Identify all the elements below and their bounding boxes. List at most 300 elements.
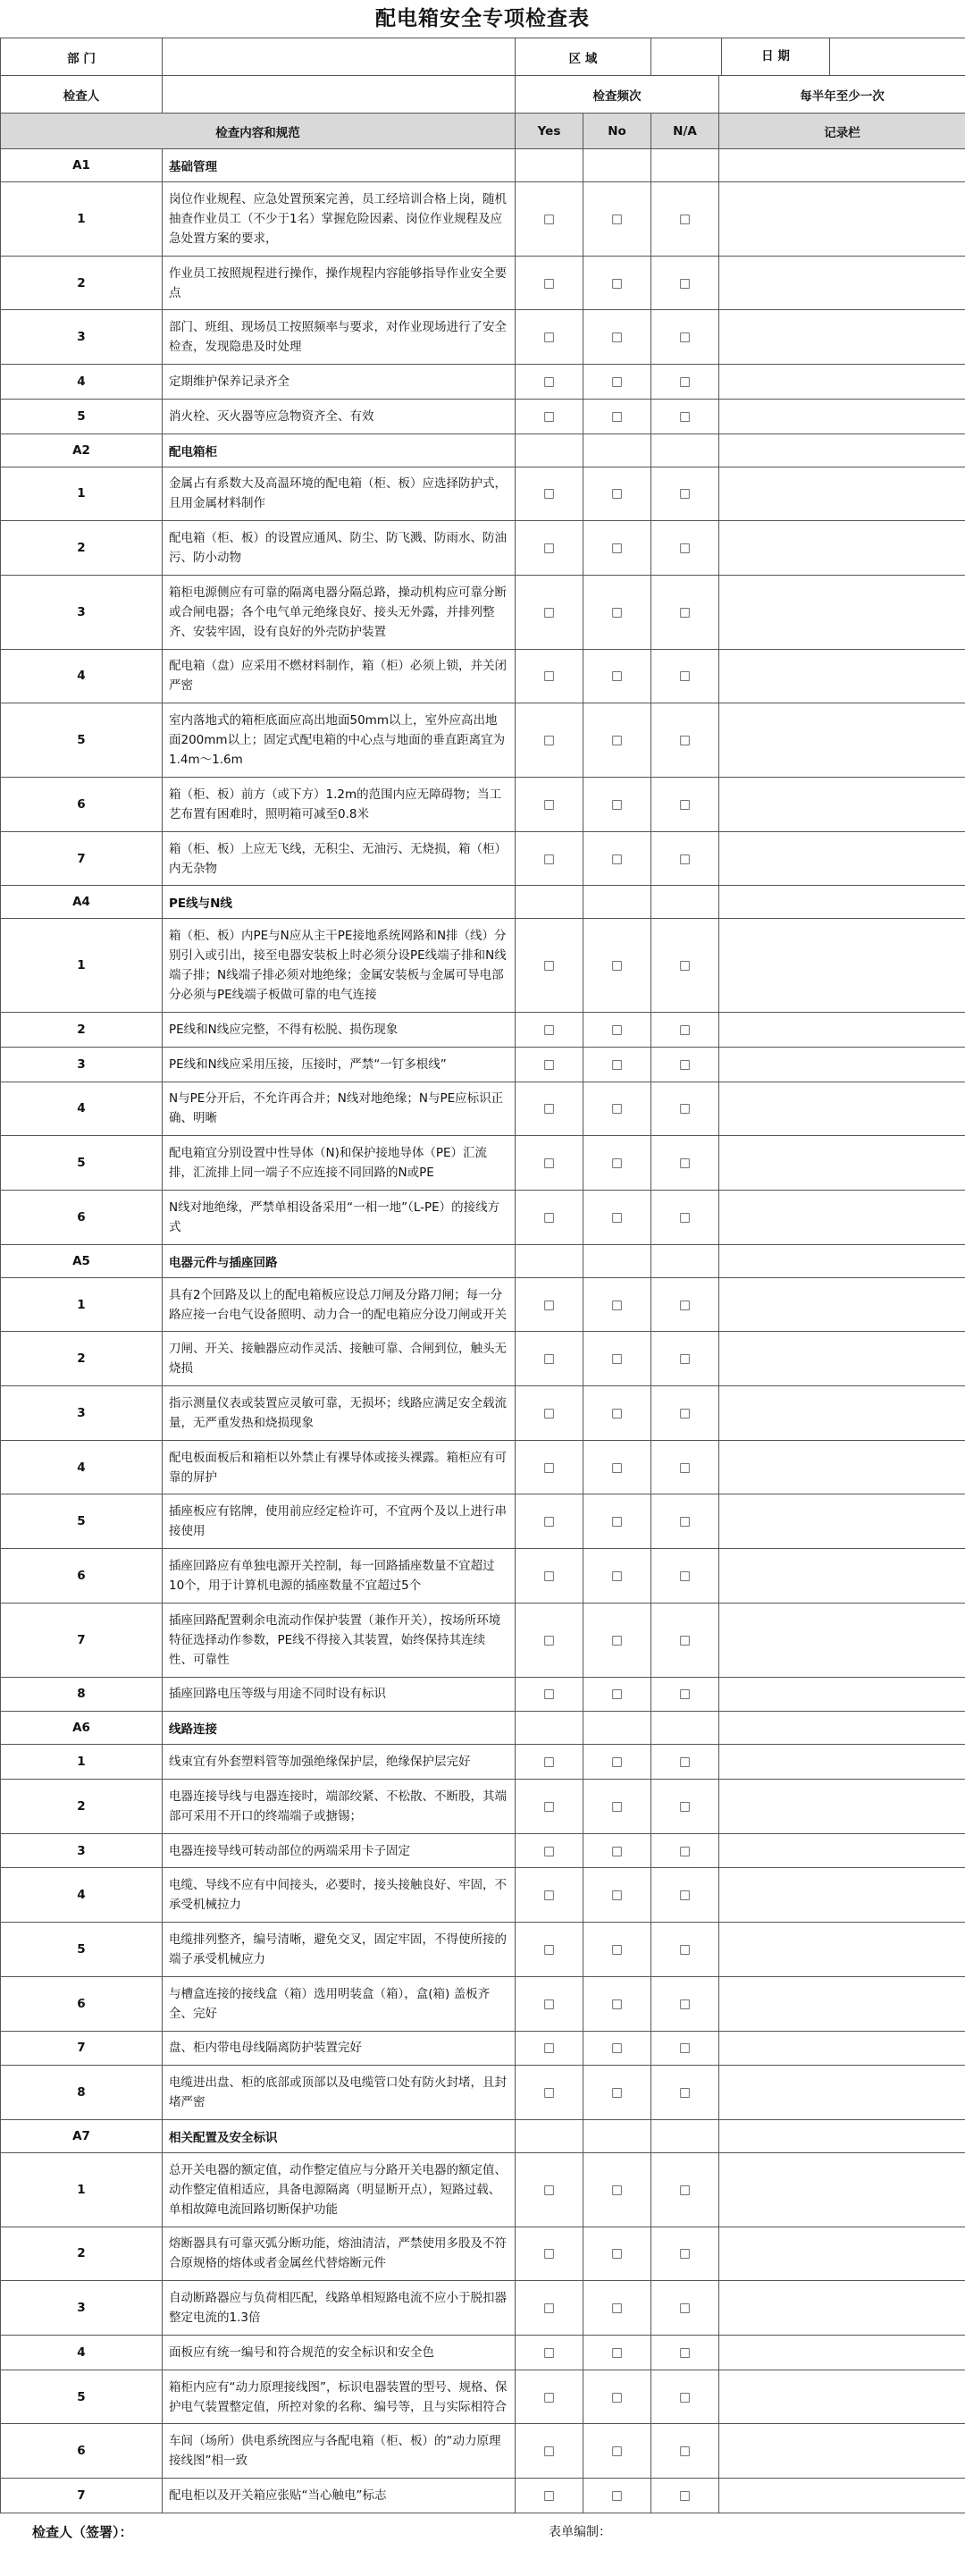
- item-text: 箱（柜、板）上应无飞线，无积尘、无油污、无烧损，箱（柜）内无杂物: [163, 831, 516, 886]
- checkbox-yes[interactable]: □: [516, 365, 583, 400]
- section-blank-cell: [516, 149, 583, 182]
- remark-input[interactable]: [719, 2370, 965, 2424]
- remark-input[interactable]: [719, 831, 965, 886]
- item-text: 刀闸、开关、接触器应动作灵活、接触可靠、合闸到位，触头无烧损: [163, 1332, 516, 1386]
- item-number: 8: [1, 1677, 163, 1712]
- checkbox-no[interactable]: □: [583, 2152, 651, 2227]
- section-code: A5: [1, 1244, 163, 1277]
- item-number: 5: [1, 1923, 163, 1977]
- checkbox-yes[interactable]: □: [516, 919, 583, 1013]
- section-row: [1, 2119, 965, 2152]
- item-row: [1, 1833, 965, 1868]
- checkbox-no[interactable]: □: [583, 1603, 651, 1677]
- section-blank-cell: [651, 1244, 719, 1277]
- section-blank-cell: [516, 886, 583, 919]
- checkbox-yes[interactable]: □: [516, 703, 583, 778]
- section-remark-cell: [719, 1712, 965, 1745]
- item-number: 7: [1, 2479, 163, 2513]
- checkbox-na[interactable]: □: [651, 1332, 719, 1386]
- checkbox-no[interactable]: □: [583, 1440, 651, 1494]
- checkbox-no[interactable]: □: [583, 2066, 651, 2120]
- remark-input[interactable]: [719, 1047, 965, 1082]
- item-row: [1, 1976, 965, 2031]
- item-row: [1, 2424, 965, 2479]
- col-yes: Yes: [516, 114, 583, 149]
- item-text: 配电箱（柜、板）的设置应通风、防尘、防飞溅、防雨水、防油污、防小动物: [163, 521, 516, 576]
- item-row: [1, 1332, 965, 1386]
- item-row: [1, 182, 965, 257]
- item-text: 配电箱宜分别设置中性导体（N)和保护接地导体（PE）汇流排，汇流排上同一端子不应连接不同回路的N或PE: [163, 1136, 516, 1191]
- checkbox-no[interactable]: □: [583, 1833, 651, 1868]
- freq-value: 每半年至少一次: [719, 76, 965, 114]
- section-blank-cell: [516, 1244, 583, 1277]
- remark-input[interactable]: [719, 1082, 965, 1136]
- item-text: 配电柜以及开关箱应张贴“当心触电”标志: [163, 2479, 516, 2513]
- item-row: [1, 703, 965, 778]
- section-blank-cell: [583, 2119, 651, 2152]
- checkbox-no[interactable]: □: [583, 1277, 651, 1332]
- checkbox-na[interactable]: □: [651, 831, 719, 886]
- item-number: 1: [1, 467, 163, 521]
- checkbox-na[interactable]: □: [651, 1976, 719, 2031]
- checkbox-yes[interactable]: □: [516, 1549, 583, 1604]
- section-remark-cell: [719, 434, 965, 467]
- section-blank-cell: [516, 1712, 583, 1745]
- section-row: [1, 1712, 965, 1745]
- item-row: [1, 919, 965, 1013]
- checkbox-yes[interactable]: □: [516, 2370, 583, 2424]
- remark-input[interactable]: [719, 521, 965, 576]
- checkbox-na[interactable]: □: [651, 1013, 719, 1048]
- item-number: 1: [1, 1277, 163, 1332]
- checkbox-no[interactable]: □: [583, 1745, 651, 1780]
- checkbox-na[interactable]: □: [651, 2066, 719, 2120]
- item-text: 电器连接导线与电器连接时，端部绞紧、不松散、不断股，其端部可采用不开口的终端端子或搪锡；: [163, 1779, 516, 1833]
- col-remark: 记录栏: [719, 114, 965, 149]
- section-row: [1, 149, 965, 182]
- item-number: 5: [1, 703, 163, 778]
- checkbox-no[interactable]: □: [583, 1047, 651, 1082]
- signer-label: 检查人（签署）：: [32, 2524, 133, 2540]
- remark-input[interactable]: [719, 1386, 965, 1441]
- checkbox-na[interactable]: □: [651, 1549, 719, 1604]
- dept-input[interactable]: [163, 38, 516, 76]
- checkbox-na[interactable]: □: [651, 1923, 719, 1977]
- checkbox-no[interactable]: □: [583, 365, 651, 400]
- checkbox-yes[interactable]: □: [516, 1677, 583, 1712]
- item-row: [1, 521, 965, 576]
- section-title: PE线与N线: [163, 886, 516, 919]
- item-row: [1, 1677, 965, 1712]
- checkbox-na[interactable]: □: [651, 2370, 719, 2424]
- checkbox-yes[interactable]: □: [516, 1833, 583, 1868]
- checkbox-na[interactable]: □: [651, 1868, 719, 1923]
- item-row: [1, 575, 965, 649]
- remark-input[interactable]: [719, 2281, 965, 2336]
- remark-input[interactable]: [719, 2424, 965, 2479]
- checkbox-yes[interactable]: □: [516, 2479, 583, 2513]
- item-number: 3: [1, 2281, 163, 2336]
- item-number: 1: [1, 2152, 163, 2227]
- checkbox-na[interactable]: □: [651, 1494, 719, 1549]
- checkbox-na[interactable]: □: [651, 467, 719, 521]
- checkbox-na[interactable]: □: [651, 521, 719, 576]
- item-row: [1, 467, 965, 521]
- checkbox-no[interactable]: □: [583, 467, 651, 521]
- item-number: 7: [1, 2031, 163, 2066]
- checkbox-no[interactable]: □: [583, 310, 651, 365]
- remark-input[interactable]: [719, 1603, 965, 1677]
- checkbox-na[interactable]: □: [651, 256, 719, 310]
- item-number: 1: [1, 182, 163, 257]
- remark-input[interactable]: [719, 182, 965, 257]
- item-number: 5: [1, 2370, 163, 2424]
- checkbox-no[interactable]: □: [583, 521, 651, 576]
- remark-input[interactable]: [719, 2336, 965, 2370]
- checkbox-na[interactable]: □: [651, 1677, 719, 1712]
- item-row: [1, 649, 965, 703]
- item-text: 与槽盒连接的接线盒（箱）选用明装盒（箱），盒(箱) 盖板齐全、完好: [163, 1976, 516, 2031]
- checkbox-na[interactable]: □: [651, 2227, 719, 2281]
- checkbox-na[interactable]: □: [651, 703, 719, 778]
- item-number: 4: [1, 2336, 163, 2370]
- item-text: 定期维护保养记录齐全: [163, 365, 516, 400]
- remark-input[interactable]: [719, 1013, 965, 1048]
- checkbox-no[interactable]: □: [583, 649, 651, 703]
- checkbox-no[interactable]: □: [583, 2424, 651, 2479]
- section-row: [1, 886, 965, 919]
- checkbox-na[interactable]: □: [651, 575, 719, 649]
- item-row: [1, 1549, 965, 1604]
- item-number: 4: [1, 1082, 163, 1136]
- item-number: 3: [1, 310, 163, 365]
- checkbox-yes[interactable]: □: [516, 2424, 583, 2479]
- checkbox-no[interactable]: □: [583, 399, 651, 434]
- remark-input[interactable]: [719, 2031, 965, 2066]
- checkbox-na[interactable]: □: [651, 1277, 719, 1332]
- item-text: 室内落地式的箱柜底面应高出地面50mm以上，室外应高出地面200mm以上；固定式配电箱的中心点与地面的垂直距离宜为1.4m～1.6m: [163, 703, 516, 778]
- item-text: 箱柜电源侧应有可靠的隔离电器分隔总路，操动机构应可靠分断或合闸电器；各个电气单元绝缘良好、接头无外露，并排列整齐、安装牢固，设有良好的外壳防护装置: [163, 575, 516, 649]
- checkbox-yes[interactable]: □: [516, 2066, 583, 2120]
- remark-input[interactable]: [719, 1494, 965, 1549]
- item-row: [1, 2479, 965, 2513]
- checkbox-yes[interactable]: □: [516, 1013, 583, 1048]
- checkbox-no[interactable]: □: [583, 831, 651, 886]
- checkbox-yes[interactable]: □: [516, 778, 583, 832]
- checkbox-yes[interactable]: □: [516, 1923, 583, 1977]
- checkbox-na[interactable]: □: [651, 1047, 719, 1082]
- date-input[interactable]: [830, 38, 965, 75]
- remark-input[interactable]: [719, 1868, 965, 1923]
- checkbox-no[interactable]: □: [583, 1136, 651, 1191]
- checkbox-yes[interactable]: □: [516, 1332, 583, 1386]
- item-number: 2: [1, 2227, 163, 2281]
- section-blank-cell: [583, 886, 651, 919]
- item-number: 3: [1, 1047, 163, 1082]
- item-number: 7: [1, 1603, 163, 1677]
- item-text: 电缆、导线不应有中间接头，必要时，接头接触良好、牢固，不承受机械拉力: [163, 1868, 516, 1923]
- item-row: [1, 1386, 965, 1441]
- checkbox-na[interactable]: □: [651, 1833, 719, 1868]
- remark-input[interactable]: [719, 1332, 965, 1386]
- date-label: 日 期: [722, 38, 830, 75]
- col-na: N/A: [651, 114, 719, 149]
- remark-input[interactable]: [719, 2152, 965, 2227]
- inspector-input[interactable]: [163, 76, 516, 114]
- item-text: 配电板面板后和箱柜以外禁止有裸导体或接头裸露。箱柜应有可靠的屏护: [163, 1440, 516, 1494]
- item-row: [1, 1013, 965, 1048]
- remark-input[interactable]: [719, 310, 965, 365]
- checkbox-na[interactable]: □: [651, 649, 719, 703]
- checkbox-no[interactable]: □: [583, 1868, 651, 1923]
- item-text: PE线和N线应完整，不得有松脱、损伤现象: [163, 1013, 516, 1048]
- checkbox-yes[interactable]: □: [516, 1868, 583, 1923]
- checkbox-yes[interactable]: □: [516, 1494, 583, 1549]
- checkbox-no[interactable]: □: [583, 2227, 651, 2281]
- checkbox-na[interactable]: □: [651, 2336, 719, 2370]
- item-row: [1, 2227, 965, 2281]
- checkbox-no[interactable]: □: [583, 1082, 651, 1136]
- checkbox-yes[interactable]: □: [516, 1082, 583, 1136]
- checkbox-no[interactable]: □: [583, 1386, 651, 1441]
- item-row: [1, 1923, 965, 1977]
- checkbox-na[interactable]: □: [651, 2424, 719, 2479]
- checkbox-yes[interactable]: □: [516, 521, 583, 576]
- item-number: 4: [1, 649, 163, 703]
- section-title: 相关配置及安全标识: [163, 2119, 516, 2152]
- checkbox-na[interactable]: □: [651, 310, 719, 365]
- item-text: N与PE分开后，不允许再合并；N线对地绝缘；N与PE应标识正确、明晰: [163, 1082, 516, 1136]
- checkbox-yes[interactable]: □: [516, 2227, 583, 2281]
- checkbox-na[interactable]: □: [651, 1603, 719, 1677]
- remark-input[interactable]: [719, 365, 965, 400]
- checkbox-no[interactable]: □: [583, 1549, 651, 1604]
- remark-input[interactable]: [719, 575, 965, 649]
- remark-input[interactable]: [719, 1745, 965, 1780]
- section-title: 基础管理: [163, 149, 516, 182]
- checkbox-yes[interactable]: □: [516, 831, 583, 886]
- checkbox-yes[interactable]: □: [516, 1976, 583, 2031]
- remark-input[interactable]: [719, 1549, 965, 1604]
- item-number: 1: [1, 919, 163, 1013]
- checkbox-no[interactable]: □: [583, 1976, 651, 2031]
- section-row: [1, 434, 965, 467]
- item-row: [1, 1868, 965, 1923]
- item-number: 5: [1, 1494, 163, 1549]
- remark-input[interactable]: [719, 1833, 965, 1868]
- item-number: 3: [1, 1833, 163, 1868]
- item-row: [1, 2152, 965, 2227]
- checkbox-yes[interactable]: □: [516, 1277, 583, 1332]
- section-remark-cell: [719, 1244, 965, 1277]
- checkbox-no[interactable]: □: [583, 2031, 651, 2066]
- checkbox-no[interactable]: □: [583, 919, 651, 1013]
- item-number: 5: [1, 1136, 163, 1191]
- header-row-1: [1, 38, 965, 76]
- checklist-table: [0, 38, 965, 2513]
- checkbox-na[interactable]: □: [651, 1440, 719, 1494]
- remark-input[interactable]: [719, 2227, 965, 2281]
- checkbox-yes[interactable]: □: [516, 1745, 583, 1780]
- checkbox-no[interactable]: □: [583, 778, 651, 832]
- checkbox-no[interactable]: □: [583, 2479, 651, 2513]
- checkbox-yes[interactable]: □: [516, 1386, 583, 1441]
- checkbox-na[interactable]: □: [651, 2281, 719, 2336]
- checkbox-na[interactable]: □: [651, 1190, 719, 1244]
- checkbox-yes[interactable]: □: [516, 399, 583, 434]
- checkbox-na[interactable]: □: [651, 2479, 719, 2513]
- item-number: 6: [1, 2424, 163, 2479]
- checkbox-na[interactable]: □: [651, 399, 719, 434]
- checkbox-yes[interactable]: □: [516, 182, 583, 257]
- checkbox-yes[interactable]: □: [516, 649, 583, 703]
- checkbox-no[interactable]: □: [583, 2370, 651, 2424]
- col-no: No: [583, 114, 651, 149]
- checkbox-yes[interactable]: □: [516, 1779, 583, 1833]
- section-blank-cell: [651, 886, 719, 919]
- item-row: [1, 1277, 965, 1332]
- item-number: 2: [1, 256, 163, 310]
- section-blank-cell: [583, 1712, 651, 1745]
- item-row: [1, 365, 965, 400]
- item-text: 箱柜内应有“动力原理接线图”，标识电器装置的型号、规格、保护电气装置整定值，所控对象的名称、编号等，且与实际相符合: [163, 2370, 516, 2424]
- item-number: 4: [1, 1440, 163, 1494]
- section-remark-cell: [719, 886, 965, 919]
- item-number: 3: [1, 575, 163, 649]
- checkbox-yes[interactable]: □: [516, 1047, 583, 1082]
- item-text: 消火栓、灭火器等应急物资齐全、有效: [163, 399, 516, 434]
- section-title: 配电箱柜: [163, 434, 516, 467]
- remark-input[interactable]: [719, 1923, 965, 1977]
- column-header-row: [1, 114, 965, 149]
- remark-input[interactable]: [719, 399, 965, 434]
- checkbox-no[interactable]: □: [583, 703, 651, 778]
- checkbox-no[interactable]: □: [583, 575, 651, 649]
- remark-input[interactable]: [719, 1779, 965, 1833]
- checkbox-na[interactable]: □: [651, 2031, 719, 2066]
- dept-label: 部 门: [1, 38, 163, 76]
- remark-input[interactable]: [719, 467, 965, 521]
- checkbox-no[interactable]: □: [583, 1923, 651, 1977]
- remark-input[interactable]: [719, 1277, 965, 1332]
- item-row: [1, 1136, 965, 1191]
- checkbox-yes[interactable]: □: [516, 1190, 583, 1244]
- item-number: 2: [1, 1779, 163, 1833]
- section-blank-cell: [516, 2119, 583, 2152]
- remark-input[interactable]: [719, 1440, 965, 1494]
- item-row: [1, 831, 965, 886]
- checkbox-yes[interactable]: □: [516, 1136, 583, 1191]
- remark-input[interactable]: [719, 2479, 965, 2513]
- header-row-2: [1, 76, 965, 114]
- remark-input[interactable]: [719, 703, 965, 778]
- area-input[interactable]: [651, 38, 722, 75]
- checkbox-no[interactable]: □: [583, 256, 651, 310]
- checkbox-no[interactable]: □: [583, 1013, 651, 1048]
- remark-input[interactable]: [719, 1190, 965, 1244]
- checkbox-no[interactable]: □: [583, 1332, 651, 1386]
- checkbox-no[interactable]: □: [583, 1494, 651, 1549]
- item-row: [1, 310, 965, 365]
- item-text: 岗位作业规程、应急处置预案完善，员工经培训合格上岗，随机抽查作业员工（不少于1名）掌握危险因素、岗位作业规程及应急处置方案的要求，: [163, 182, 516, 257]
- checkbox-yes[interactable]: □: [516, 1440, 583, 1494]
- item-number: 2: [1, 1332, 163, 1386]
- item-text: 电器连接导线可转动部位的两端采用卡子固定: [163, 1833, 516, 1868]
- remark-input[interactable]: [719, 1136, 965, 1191]
- checkbox-na[interactable]: □: [651, 1082, 719, 1136]
- item-row: [1, 256, 965, 310]
- item-row: [1, 1190, 965, 1244]
- remark-input[interactable]: [719, 649, 965, 703]
- checkbox-na[interactable]: □: [651, 1386, 719, 1441]
- item-text: 插座回路配置剩余电流动作保护装置（兼作开关），按场所环境特征选择动作参数，PE线不得接入其装置，始终保持其连续性、可靠性: [163, 1603, 516, 1677]
- item-text: 总开关电器的额定值，动作整定值应与分路开关电器的额定值、动作整定值相适应，具备电源隔离（明显断开点），短路过载、单相故障电流回路切断保护功能: [163, 2152, 516, 2227]
- checkbox-no[interactable]: □: [583, 2281, 651, 2336]
- item-row: [1, 2031, 965, 2066]
- remark-input[interactable]: [719, 1677, 965, 1712]
- checkbox-na[interactable]: □: [651, 365, 719, 400]
- checkbox-yes[interactable]: □: [516, 310, 583, 365]
- checkbox-yes[interactable]: □: [516, 467, 583, 521]
- checkbox-yes[interactable]: □: [516, 575, 583, 649]
- item-text: 面板应有统一编号和符合规范的安全标识和安全色: [163, 2336, 516, 2370]
- checkbox-na[interactable]: □: [651, 1779, 719, 1833]
- checkbox-yes[interactable]: □: [516, 1603, 583, 1677]
- section-code: A6: [1, 1712, 163, 1745]
- item-text: 插座回路应有单独电源开关控制，每一回路插座数量不宜超过10个，用于计算机电源的插座数量不宜超过5个: [163, 1549, 516, 1604]
- checkbox-na[interactable]: □: [651, 778, 719, 832]
- checkbox-no[interactable]: □: [583, 2336, 651, 2370]
- checkbox-no[interactable]: □: [583, 1190, 651, 1244]
- item-row: [1, 2066, 965, 2120]
- item-text: 插座板应有铭牌，使用前应经定检许可，不宜两个及以上进行串接使用: [163, 1494, 516, 1549]
- remark-input[interactable]: [719, 778, 965, 832]
- item-number: 6: [1, 778, 163, 832]
- remark-input[interactable]: [719, 256, 965, 310]
- checkbox-na[interactable]: □: [651, 182, 719, 257]
- item-number: 4: [1, 365, 163, 400]
- item-row: [1, 1047, 965, 1082]
- checkbox-no[interactable]: □: [583, 1677, 651, 1712]
- remark-input[interactable]: [719, 919, 965, 1013]
- checkbox-na[interactable]: □: [651, 919, 719, 1013]
- checkbox-no[interactable]: □: [583, 1779, 651, 1833]
- checkbox-yes[interactable]: □: [516, 2281, 583, 2336]
- checkbox-na[interactable]: □: [651, 2152, 719, 2227]
- item-text: 车间（场所）供电系统图应与各配电箱（柜、板）的“动力原理接线图”相一致: [163, 2424, 516, 2479]
- page-title: 配电箱安全专项检查表: [375, 7, 590, 30]
- checkbox-yes[interactable]: □: [516, 2336, 583, 2370]
- item-number: 6: [1, 1976, 163, 2031]
- checkbox-no[interactable]: □: [583, 182, 651, 257]
- item-row: [1, 2336, 965, 2370]
- section-blank-cell: [651, 1712, 719, 1745]
- item-row: [1, 1745, 965, 1780]
- checkbox-na[interactable]: □: [651, 1745, 719, 1780]
- section-blank-cell: [651, 2119, 719, 2152]
- remark-input[interactable]: [719, 1976, 965, 2031]
- checkbox-yes[interactable]: □: [516, 2152, 583, 2227]
- item-text: 作业员工按照规程进行操作，操作规程内容能够指导作业安全要点: [163, 256, 516, 310]
- checkbox-yes[interactable]: □: [516, 2031, 583, 2066]
- checkbox-yes[interactable]: □: [516, 256, 583, 310]
- remark-input[interactable]: [719, 2066, 965, 2120]
- item-text: 配电箱（盘）应采用不燃材料制作，箱（柜）必须上锁，并关闭严密: [163, 649, 516, 703]
- item-text: 箱（柜、板）内PE与N应从主干PE接地系统网路和N排（线）分别引入或引出，接至电器安装板上时必须分设PE线端子排和N线端子排；N线端子排必须对地绝缘；金属安装板与金属可导电部分必须与PE线端子板做可靠的电气连接: [163, 919, 516, 1013]
- section-blank-cell: [583, 434, 651, 467]
- checkbox-na[interactable]: □: [651, 1136, 719, 1191]
- col-content: 检查内容和规范: [1, 114, 516, 149]
